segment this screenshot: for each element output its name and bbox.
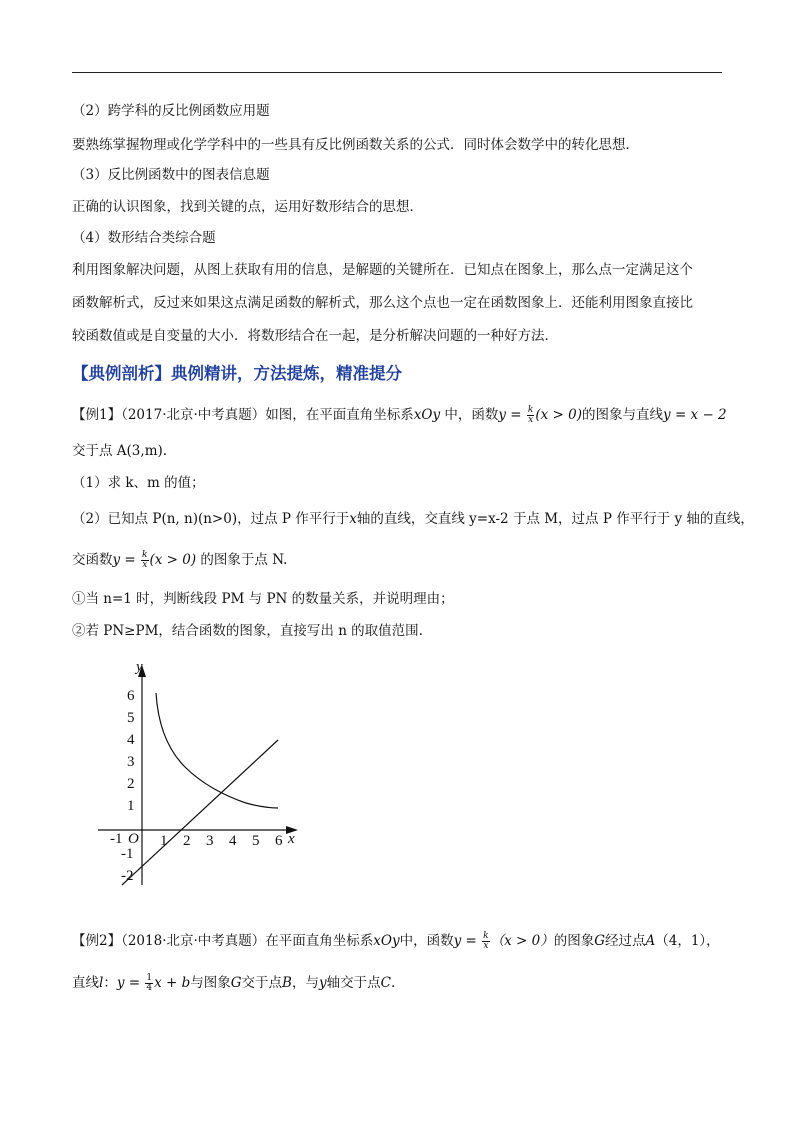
graph-G: G bbox=[594, 933, 605, 949]
function-domain-2: (x > 0) bbox=[149, 552, 197, 568]
section4-body-line1: 利用图象解决问题，从图上获取有用的信息，是解题的关键所在．已知点在图象上，那么点一定满足这个 bbox=[72, 262, 693, 278]
example2-line2-b: ： bbox=[103, 975, 117, 991]
line-expression: y = x − 2 bbox=[663, 407, 727, 423]
fraction-one-quarter bbox=[145, 974, 153, 993]
question2-part-c-pre: 交函数 bbox=[72, 552, 113, 568]
section2-body: 要熟练掌握物理或化学学科中的一些具有反比例函数关系的公式．同时体会数学中的转化思想． bbox=[72, 137, 639, 153]
y-axis-label: y bbox=[136, 659, 143, 675]
example2-line2-a: 直线 bbox=[72, 975, 99, 991]
x-tick-label: 4 bbox=[229, 833, 237, 849]
example2-intro-b: 中，函数 bbox=[399, 933, 454, 949]
x-tick-label: 2 bbox=[183, 833, 191, 849]
example2-intro-a: 【例2】（2018·北京·中考真题）在平面直角坐标系 bbox=[72, 933, 374, 949]
x-tick-label: 3 bbox=[206, 833, 214, 849]
example2-line2-f: 轴交于点 bbox=[326, 975, 381, 991]
x-tick-label: -1 bbox=[110, 831, 123, 847]
example1-question2-cont bbox=[72, 551, 287, 570]
example2-line2-d: 交于点 bbox=[241, 975, 283, 991]
function-domain-3: （x > 0） bbox=[490, 933, 554, 949]
fraction-k-over-x bbox=[527, 406, 534, 425]
section-heading: 【典例剖析】典例精讲，方法提炼，精准提分 bbox=[72, 364, 402, 383]
fraction-numerator-2: k bbox=[142, 550, 148, 560]
section3-body: 正确的认识图象，找到关键的点，运用好数形结合的思想． bbox=[72, 199, 423, 215]
fraction-k-over-x-3 bbox=[482, 932, 489, 951]
y-tick-label: -1 bbox=[121, 846, 134, 862]
section4-body-line3: 较函数值或是自变量的大小．将数形结合在一起，是分析解决问题的一种好方法． bbox=[72, 328, 558, 344]
example2-intro-d: 经过点 bbox=[605, 933, 646, 949]
function-domain: (x > 0) bbox=[535, 407, 583, 423]
question2-part-a: （2）已知点 P(n, n)(n>0)，过点 P 作平行于 bbox=[72, 511, 350, 527]
fraction-k-over-x-2 bbox=[141, 551, 148, 570]
function-graph bbox=[90, 655, 310, 895]
section3-title: （3）反比例函数中的图表信息题 bbox=[72, 167, 270, 183]
example2-line2-c: 与图象 bbox=[190, 975, 231, 991]
point-A: A bbox=[645, 933, 656, 949]
y-tick-label: 3 bbox=[127, 754, 135, 770]
hyperbola-curve bbox=[156, 693, 278, 808]
fraction-denominator: x bbox=[528, 415, 534, 425]
graph-G-2: G bbox=[230, 975, 242, 991]
y-tick-label: 2 bbox=[127, 776, 135, 792]
example1-question2-i: ①当 n=1 时，判断线段 PM 与 PN 的数量关系，并说明理由； bbox=[72, 591, 454, 607]
fraction-denominator-2: x bbox=[142, 560, 148, 570]
fraction-numerator: k bbox=[527, 405, 534, 415]
question2-x: x bbox=[349, 511, 357, 527]
point-C: C bbox=[380, 975, 391, 991]
example1-intro-a: 【例1】（2017·北京·中考真题）如图，在平面直角坐标系 bbox=[72, 407, 414, 423]
section4-title: （4）数形结合类综合题 bbox=[72, 230, 216, 246]
point-A-coords: （4，1）， bbox=[655, 933, 720, 949]
y-tick-label: 6 bbox=[127, 688, 135, 704]
example2-line2-e: ，与 bbox=[291, 975, 319, 991]
example1-intro-c: 的图象与直线 bbox=[582, 407, 664, 423]
point-B: B bbox=[282, 975, 292, 991]
x-tick-label: 6 bbox=[275, 833, 283, 849]
coord-system-2: xOy bbox=[373, 933, 400, 949]
x-tick-label: 1 bbox=[160, 833, 168, 849]
section2-title: （2）跨学科的反比例函数应用题 bbox=[72, 103, 270, 119]
y-axis-symbol: y bbox=[318, 975, 327, 991]
header-rule bbox=[72, 72, 722, 73]
example1-intro bbox=[72, 406, 727, 425]
question2-part-b: 轴的直线，交直线 y=x-2 于点 M，过点 P 作平行于 y 轴的直线， bbox=[356, 511, 754, 527]
fraction-denominator-3: x bbox=[483, 941, 489, 951]
x-axis-label: x bbox=[288, 831, 295, 847]
line-lhs: y = bbox=[116, 975, 145, 991]
origin-label: O bbox=[128, 831, 139, 847]
slope-numerator: 1 bbox=[146, 973, 153, 983]
y-tick-label: -2 bbox=[121, 868, 134, 884]
fraction-numerator-3: k bbox=[483, 931, 489, 941]
y-tick-label: 5 bbox=[127, 710, 135, 726]
question2-part-c-post: 的图象于点 N. bbox=[196, 552, 288, 568]
y-tick-label: 1 bbox=[127, 798, 135, 814]
example2-intro bbox=[72, 932, 720, 951]
example1-question2 bbox=[72, 510, 754, 528]
example2-line2-g: . bbox=[390, 975, 396, 991]
function-lhs-2: y = bbox=[112, 552, 141, 568]
function-lhs: y = bbox=[498, 407, 526, 423]
section4-body-line2: 函数解析式，反过来如果这点满足函数的解析式，那么这个点也一定在函数图象上．还能利用图象直接比 bbox=[72, 295, 693, 311]
coord-system: xOy bbox=[413, 407, 441, 423]
function-lhs-3: y = bbox=[453, 933, 482, 949]
example1-line2: 交于点 A(3,m). bbox=[72, 443, 168, 459]
example1-question1: （1）求 k、m 的值； bbox=[72, 475, 205, 491]
example1-question2-ii: ②若 PN≥PM，结合函数的图象，直接写出 n 的取值范围. bbox=[72, 623, 423, 639]
example2-intro-c: 的图象 bbox=[553, 933, 595, 949]
line-rest: x + b bbox=[154, 975, 191, 991]
y-tick-label: 4 bbox=[127, 732, 135, 748]
slope-denominator: 4 bbox=[146, 983, 153, 993]
straight-line bbox=[122, 740, 278, 885]
line-l: l bbox=[99, 975, 104, 991]
example1-intro-b: 中，函数 bbox=[440, 407, 499, 423]
example2-line2 bbox=[72, 974, 395, 993]
x-tick-label: 5 bbox=[252, 833, 260, 849]
